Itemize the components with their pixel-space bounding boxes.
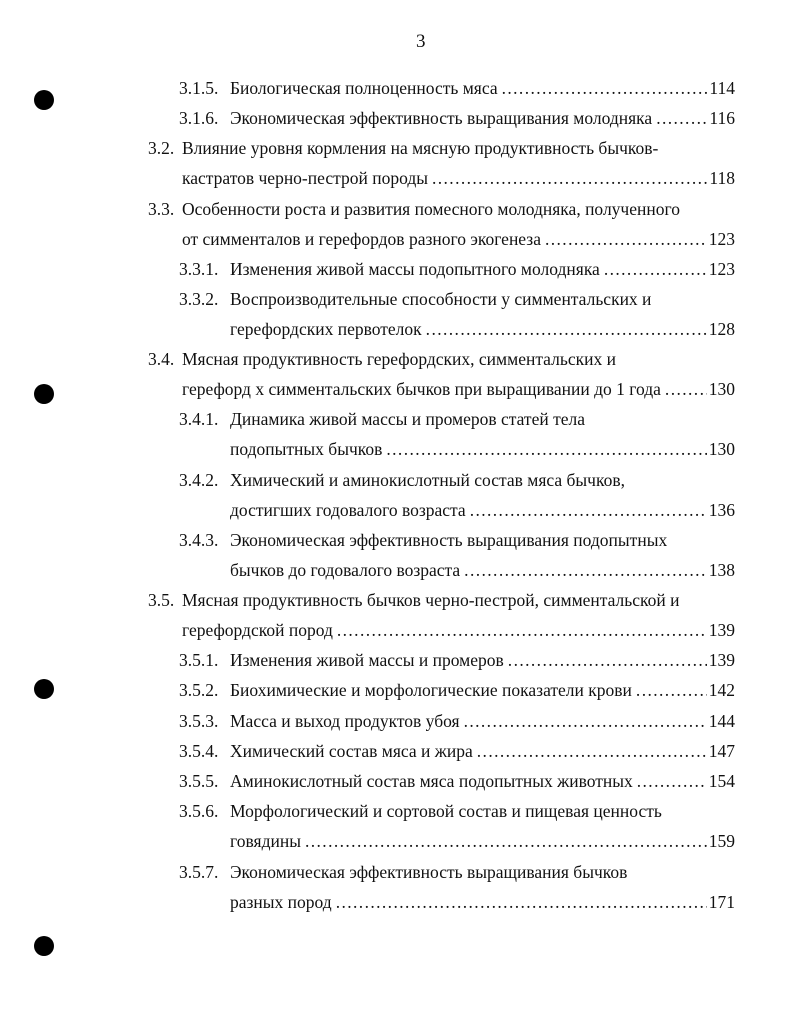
dot-leader xyxy=(464,708,707,734)
toc-entry-title: Мясная продуктивность бычков черно-пестрой, симментальской и xyxy=(182,590,680,610)
dot-leader xyxy=(386,436,706,462)
toc-entry-continuation[interactable] xyxy=(0,316,799,342)
toc-entry-page: 130 xyxy=(708,379,735,399)
toc-entry-title-line xyxy=(230,708,735,734)
toc-entry-page: 118 xyxy=(709,168,735,188)
dot-leader xyxy=(470,497,707,523)
toc-entry-title-cont: герефордских первотелок xyxy=(230,319,422,339)
toc-entry-page: 147 xyxy=(708,741,735,761)
toc-entry-title: Экономическая эффективность выращивания подопытных xyxy=(230,530,668,550)
toc-entry[interactable] xyxy=(0,467,799,493)
toc-entry-title: Биохимические и морфологические показатели крови xyxy=(230,680,632,700)
toc-entry-title-line xyxy=(182,165,735,191)
toc-entry-continuation[interactable] xyxy=(0,828,799,854)
toc-entry-title-line xyxy=(230,316,735,342)
toc-entry[interactable] xyxy=(0,768,799,794)
toc-entry[interactable] xyxy=(0,256,799,282)
toc-entry-title-line xyxy=(230,75,735,101)
toc-entry[interactable] xyxy=(0,105,799,131)
dot-leader xyxy=(464,557,707,583)
dot-leader xyxy=(432,165,707,191)
toc-entry[interactable] xyxy=(0,587,799,613)
toc-entry-title: Морфологический и сортовой состав и пищевая ценность xyxy=(230,801,662,821)
toc-entry-page: 139 xyxy=(708,620,735,640)
toc-entry[interactable] xyxy=(0,75,799,101)
dot-leader xyxy=(508,647,707,673)
page-number: 3 xyxy=(416,31,426,52)
dot-leader xyxy=(426,316,707,342)
toc-entry-title: Масса и выход продуктов убоя xyxy=(230,711,460,731)
dot-leader xyxy=(636,677,707,703)
toc-entry-title: Экономическая эффективность выращивания молодняка xyxy=(230,108,653,128)
toc-entry-title-cont: достигших годовалого возраста xyxy=(230,500,466,520)
toc-entry-title-line xyxy=(182,376,735,402)
toc-entry[interactable] xyxy=(0,346,799,372)
toc-entry-continuation[interactable] xyxy=(0,226,799,252)
toc-entry-title-line xyxy=(230,557,735,583)
toc-entry[interactable] xyxy=(0,406,799,432)
toc-entry-number: 3.2. xyxy=(148,138,175,158)
toc-entry-title: Аминокислотный состав мяса подопытных животных xyxy=(230,771,633,791)
toc-entry[interactable] xyxy=(0,286,799,312)
toc-entry-page: 116 xyxy=(709,108,735,128)
toc-entry-title: Химический и аминокислотный состав мяса бычков, xyxy=(230,470,625,490)
toc-entry-title-line xyxy=(230,647,735,673)
toc-entry-page: 128 xyxy=(708,319,735,339)
toc-entry-title-line xyxy=(230,889,735,915)
toc-entry-number: 3.4.1. xyxy=(179,409,219,429)
toc-entry-page: 114 xyxy=(709,78,735,98)
toc-entry-title-line xyxy=(182,617,735,643)
toc-entry-title-cont: герефорд х симментальских бычков при выращивании до 1 года xyxy=(182,379,661,399)
toc-entry-title: Химический состав мяса и жира xyxy=(230,741,473,761)
toc-entry-number: 3.5.1. xyxy=(179,650,219,670)
toc-entry-title-line xyxy=(230,436,735,462)
toc-entry-page: 144 xyxy=(708,711,735,731)
toc-entry-number: 3.3.2. xyxy=(179,289,219,309)
toc-entry-number: 3.5.7. xyxy=(179,862,219,882)
toc-entry-title-cont: герефордской пород xyxy=(182,620,333,640)
toc-entry-title: Мясная продуктивность герефордских, симментальских и xyxy=(182,349,616,369)
toc-entry-title: Влияние уровня кормления на мясную продуктивность бычков- xyxy=(182,138,659,158)
toc-entry-number: 3.5.2. xyxy=(179,680,219,700)
toc-entry-number: 3.5.3. xyxy=(179,711,219,731)
toc-entry-continuation[interactable] xyxy=(0,889,799,915)
toc-entry-number: 3.1.6. xyxy=(179,108,219,128)
toc-entry-title-line xyxy=(230,497,735,523)
toc-entry-continuation[interactable] xyxy=(0,165,799,191)
dot-leader xyxy=(604,256,707,282)
dot-leader xyxy=(665,376,707,402)
toc-entry-number: 3.4. xyxy=(148,349,175,369)
toc-entry-title-cont: подопытных бычков xyxy=(230,439,383,459)
toc-entry-page: 123 xyxy=(708,259,735,279)
toc-entry-title: Динамика живой массы и промеров статей тела xyxy=(230,409,585,429)
dot-leader xyxy=(477,738,707,764)
toc-entry-title-line xyxy=(230,828,735,854)
toc-entry-title-cont: говядины xyxy=(230,831,301,851)
toc-entry-page: 159 xyxy=(708,831,735,851)
toc-entry[interactable] xyxy=(0,527,799,553)
toc-entry-title-cont: от симменталов и герефордов разного экогенеза xyxy=(182,229,541,249)
toc-entry-title-cont: бычков до годовалого возраста xyxy=(230,560,461,580)
toc-entry-continuation[interactable] xyxy=(0,617,799,643)
dot-leader xyxy=(336,889,707,915)
toc-entry-number: 3.1.5. xyxy=(179,78,219,98)
toc-entry-number: 3.5. xyxy=(148,590,175,610)
dot-leader xyxy=(502,75,708,101)
toc-entry[interactable] xyxy=(0,859,799,885)
toc-entry-title-line xyxy=(230,105,735,131)
toc-entry-title: Изменения живой массы и промеров xyxy=(230,650,504,670)
toc-entry-page: 138 xyxy=(708,560,735,580)
toc-entry-number: 3.4.2. xyxy=(179,470,219,490)
dot-leader xyxy=(545,226,707,252)
toc-entry[interactable] xyxy=(0,798,799,824)
toc-entry-title-cont: разных пород xyxy=(230,892,332,912)
toc-entry-page: 154 xyxy=(708,771,735,791)
toc-entry-title: Изменения живой массы подопытного молодняка xyxy=(230,259,600,279)
toc-entry[interactable] xyxy=(0,647,799,673)
toc-entry[interactable] xyxy=(0,196,799,222)
toc-entry-number: 3.3. xyxy=(148,199,175,219)
toc-entry-page: 139 xyxy=(708,650,735,670)
toc-entry-number: 3.3.1. xyxy=(179,259,219,279)
toc-entry-number: 3.5.5. xyxy=(179,771,219,791)
toc-entry-number: 3.4.3. xyxy=(179,530,219,550)
toc-entry-title-line xyxy=(230,677,735,703)
toc-entry[interactable] xyxy=(0,708,799,734)
toc-entry-title: Воспроизводительные способности у симментальских и xyxy=(230,289,652,309)
toc-entry-number: 3.5.4. xyxy=(179,741,219,761)
toc-entry-title-line xyxy=(230,768,735,794)
toc-entry[interactable] xyxy=(0,677,799,703)
toc-entry-continuation[interactable] xyxy=(0,557,799,583)
toc-entry-title-line xyxy=(182,226,735,252)
toc-entry-page: 136 xyxy=(708,500,735,520)
dot-leader xyxy=(637,768,707,794)
toc-entry-page: 130 xyxy=(708,439,735,459)
toc-entry-continuation[interactable] xyxy=(0,436,799,462)
toc-entry[interactable] xyxy=(0,738,799,764)
toc-entry-title: Биологическая полноценность мяса xyxy=(230,78,498,98)
toc-entry-title: Экономическая эффективность выращивания бычков xyxy=(230,862,628,882)
toc-entry-page: 171 xyxy=(708,892,735,912)
dot-leader xyxy=(305,828,707,854)
toc-entry-page: 142 xyxy=(708,680,735,700)
dot-leader xyxy=(656,105,707,131)
toc-entry-title-cont: кастратов черно-пестрой породы xyxy=(182,168,428,188)
toc-entry-continuation[interactable] xyxy=(0,497,799,523)
toc-entry-title-line xyxy=(230,256,735,282)
toc-entry-title-line xyxy=(230,738,735,764)
toc-entry-continuation[interactable] xyxy=(0,376,799,402)
toc-entry-number: 3.5.6. xyxy=(179,801,219,821)
toc-entry-page: 123 xyxy=(708,229,735,249)
toc-entry-title: Особенности роста и развития помесного молодняка, полученного xyxy=(182,199,680,219)
toc-entry[interactable] xyxy=(0,135,799,161)
dot-leader xyxy=(337,617,707,643)
